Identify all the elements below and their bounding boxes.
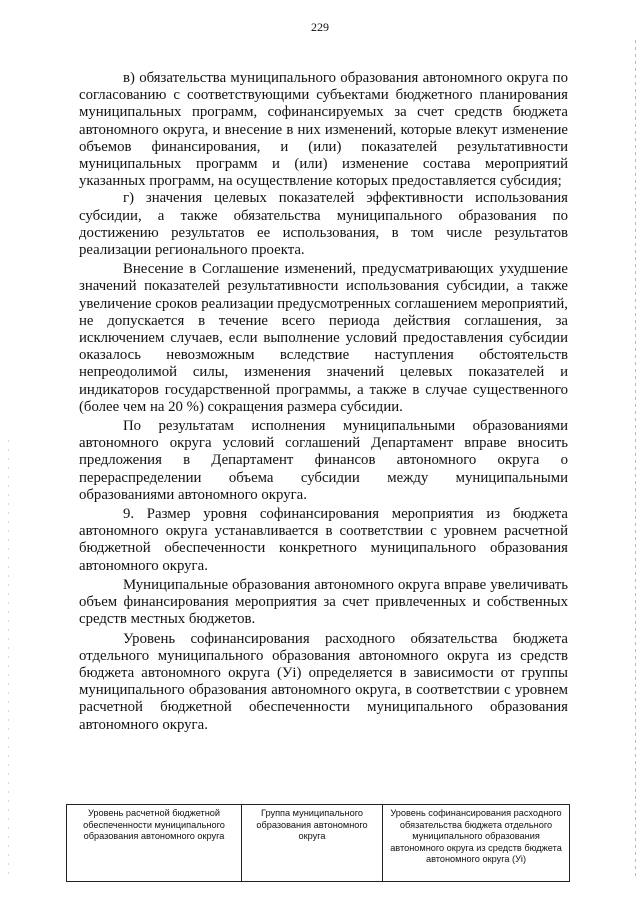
paragraph-cofinancing-level: 9. Размер уровня софинансирования мероприятия из бюджета автономного округа устанавливается в соответствии с уровнем расчетной бюджетной обеспеченности конкретного муниципального образования автономного округа. [79,506,568,574]
paragraph-agreement-changes: Внесение в Соглашение изменений, предусматривающих ухудшение значений показателей результативности использования субсидии, а также увеличение сроков реализации предусмотренных соглашением мероприятий, не допускается в течение всего периода действия соглашения, за исключением случаев, если выполнение условий предоставления субсидии оказалось невозможным вследствие наступления обстоятельств непреодолимой силы, изменения значений целевых показателей и индикаторов государственной программы, а также в случае существенного (более чем на 20 %) сокращения размера субсидии. [79,261,568,415]
table-header-row [67,805,570,882]
document-body [79,70,568,734]
paragraph-redistribution: По результатам исполнения муниципальными образованиями автономного округа условий соглашений Департамент вправе вносить предложения в Департамент финансов автономного округа о перераспределении объема субсидии между муниципальными образованиями автономного округа. [79,418,568,503]
cofinancing-table [66,804,570,882]
table-header-cofinancing-level: Уровень софинансирования расходного обязательства бюджета отдельного муниципального образования автономного округа из средств бюджета автономного округа (Уi) [383,805,570,882]
scan-edge-left [8,440,9,880]
table-header-budget-level: Уровень расчетной бюджетной обеспеченности муниципального образования автономного округа [67,805,242,882]
paragraph-cofinancing-formula: Уровень софинансирования расходного обязательства бюджета отдельного муниципального образования автономного округа из средств бюджета автономного округа (Уi) определяется в зависимости от группы муниципального образования автономного округа, в соответствии с уровнем расчетной бюджетной обеспеченности муниципального образования автономного округа. [79,630,568,733]
paragraph-increase-funding: Муниципальные образования автономного округа вправе увеличивать объем финансирования мероприятия за счет привлеченных и собственных средств местных бюджетов. [79,576,568,628]
paragraph-target-indicators: г) значения целевых показателей эффективности использования субсидии, а также обязательства муниципального образования по достижению результатов ее использования, в том числе результатов реализации регионального проекта. [79,190,568,259]
paragraph-obligations: в) обязательства муниципального образования автономного округа по согласованию с соответствующими субъектами бюджетного планирования муниципальных программ, софинансируемых за счет средств бюджета автономного округа, и внесение в них изменений, которые влекут изменение объемов финансирования, и (или) показателей результативности муниципальных программ и (или) изменение состава мероприятий указанных программ, на осуществление которых предоставляется субсидия; [79,70,568,190]
scan-edge-right [635,40,636,880]
table-header-group: Группа муниципального образования автономного округа [242,805,383,882]
page-number: 229 [311,20,329,34]
